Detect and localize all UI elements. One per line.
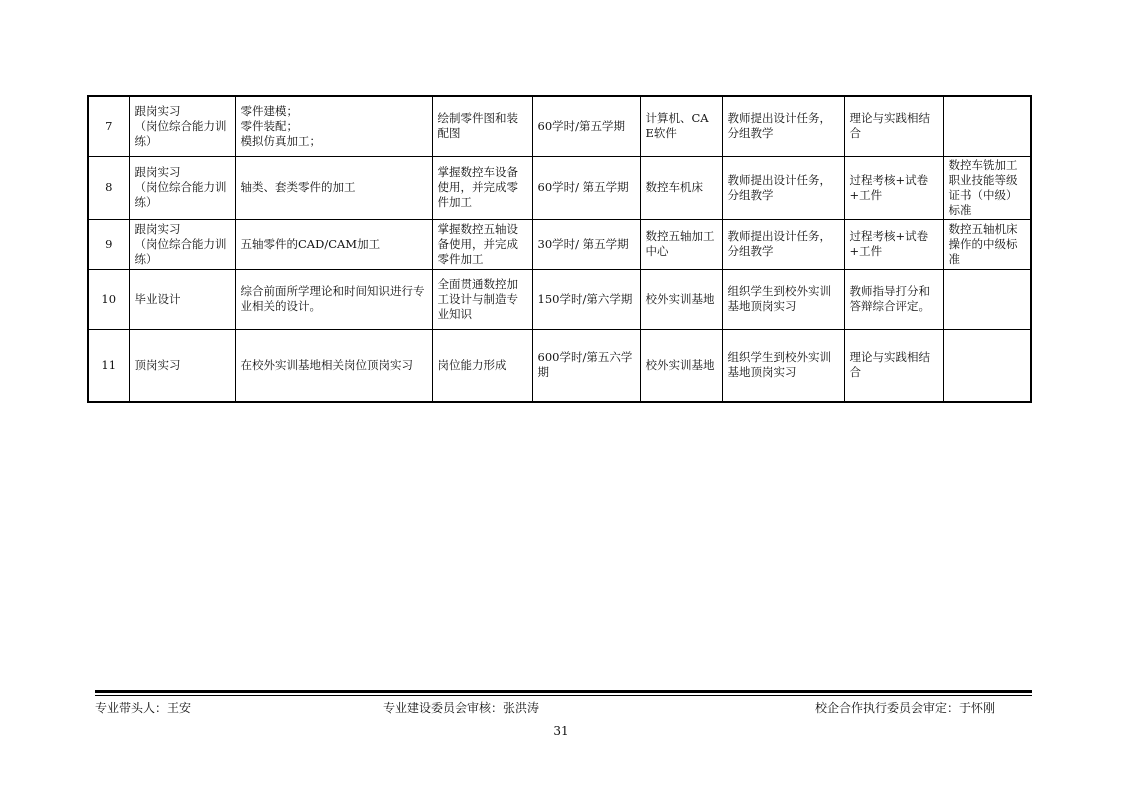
table-row <box>88 329 1031 402</box>
course-hours: 600学时/第五六学期 <box>532 329 640 402</box>
course-content: 轴类、套类零件的加工 <box>235 156 432 219</box>
course-name: 顶岗实习 <box>129 329 235 402</box>
course-goal: 掌握数控车设备使用，并完成零件加工 <box>432 156 532 219</box>
course-content: 五轴零件的CAD/CAM加工 <box>235 219 432 269</box>
footer-leader: 专业带头人：王安 <box>95 701 192 715</box>
table-row <box>88 269 1031 329</box>
assessment-method: 过程考核+试卷+工件 <box>844 219 943 269</box>
table-row <box>88 219 1031 269</box>
course-equipment: 校外实训基地 <box>640 269 722 329</box>
course-content: 综合前面所学理论和时间知识进行专业相关的设计。 <box>235 269 432 329</box>
footer-executive-approval: 校企合作执行委员会审定：于怀刚 <box>815 701 996 715</box>
curriculum-table <box>87 95 1032 403</box>
course-hours: 60学时/第五学期 <box>532 96 640 156</box>
course-name: 跟岗实习 （岗位综合能力训练） <box>129 219 235 269</box>
course-content: 零件建模； 零件装配； 模拟仿真加工； <box>235 96 432 156</box>
course-hours: 60学时/ 第五学期 <box>532 156 640 219</box>
certificate-standard <box>943 269 1031 329</box>
assessment-method: 理论与实践相结合 <box>844 329 943 402</box>
table-row <box>88 156 1031 219</box>
course-hours: 30学时/ 第五学期 <box>532 219 640 269</box>
certificate-standard <box>943 96 1031 156</box>
course-goal: 岗位能力形成 <box>432 329 532 402</box>
assessment-method: 理论与实践相结合 <box>844 96 943 156</box>
course-name: 跟岗实习 （岗位综合能力训练） <box>129 156 235 219</box>
course-equipment: 数控车机床 <box>640 156 722 219</box>
certificate-standard <box>943 329 1031 402</box>
course-goal: 全面贯通数控加工设计与制造专业知识 <box>432 269 532 329</box>
course-name: 毕业设计 <box>129 269 235 329</box>
course-equipment: 计算机、CAE软件 <box>640 96 722 156</box>
page-number: 31 <box>553 724 569 738</box>
teaching-method: 教师提出设计任务，分组教学 <box>722 219 844 269</box>
course-goal: 掌握数控五轴设备使用，并完成零件加工 <box>432 219 532 269</box>
assessment-method: 教师指导打分和答辩综合评定。 <box>844 269 943 329</box>
certificate-standard: 数控车铣加工职业技能等级证书（中级）标准 <box>943 156 1031 219</box>
teaching-method: 教师提出设计任务，分组教学 <box>722 156 844 219</box>
teaching-method: 教师提出设计任务，分组教学 <box>722 96 844 156</box>
teaching-method: 组织学生到校外实训基地顶岗实习 <box>722 269 844 329</box>
course-goal: 绘制零件图和装配图 <box>432 96 532 156</box>
table-row <box>88 96 1031 156</box>
footer-rule <box>95 690 1032 693</box>
course-equipment: 校外实训基地 <box>640 329 722 402</box>
course-content: 在校外实训基地相关岗位顶岗实习 <box>235 329 432 402</box>
course-hours: 150学时/第六学期 <box>532 269 640 329</box>
course-equipment: 数控五轴加工中心 <box>640 219 722 269</box>
row-number: 10 <box>88 269 129 329</box>
row-number: 11 <box>88 329 129 402</box>
footer-committee-review: 专业建设委员会审核：张洪涛 <box>383 701 540 715</box>
row-number: 8 <box>88 156 129 219</box>
row-number: 9 <box>88 219 129 269</box>
teaching-method: 组织学生到校外实训基地顶岗实习 <box>722 329 844 402</box>
footer-rule-thin <box>95 695 1032 696</box>
certificate-standard: 数控五轴机床操作的中级标准 <box>943 219 1031 269</box>
row-number: 7 <box>88 96 129 156</box>
assessment-method: 过程考核+试卷+工件 <box>844 156 943 219</box>
course-name: 跟岗实习 （岗位综合能力训练） <box>129 96 235 156</box>
